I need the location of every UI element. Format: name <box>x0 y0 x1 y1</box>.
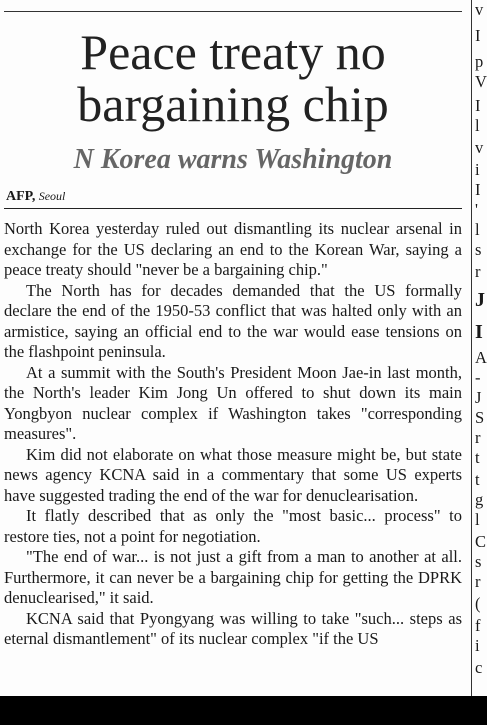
adjacent-column-letter: ' <box>475 200 478 219</box>
article-paragraph: Kim did not elaborate on what those measure might be, but state news agency KCNA said in a commentary that some US experts have suggested trading the end of the war for denuclearisation. <box>4 444 462 505</box>
byline-rule <box>4 208 462 209</box>
adjacent-column-letter: t <box>475 470 480 489</box>
adjacent-column-letter: l <box>475 220 480 239</box>
adjacent-column-letter: V <box>475 72 487 91</box>
adjacent-column-letter: v <box>475 0 484 19</box>
adjacent-column-letter: - <box>475 368 481 387</box>
adjacent-column-letter: t <box>475 448 480 467</box>
adjacent-column-letter: J <box>475 388 482 407</box>
adjacent-column-letter: f <box>475 616 481 635</box>
adjacent-column-letter: C <box>475 532 487 551</box>
byline-agency: AFP, <box>6 189 36 204</box>
adjacent-column-letter: l <box>475 510 480 529</box>
bottom-edge-band <box>0 696 487 725</box>
article-paragraph: "The end of war... is not just a gift from a man to another at all. Furthermore, it can never be a bargaining chip for getting the DPRK denuclearised," it said. <box>4 547 462 607</box>
adjacent-column-letter: S <box>475 408 485 427</box>
adjacent-column-letter: I <box>475 321 483 343</box>
adjacent-column-letter: A <box>475 348 487 367</box>
adjacent-column-letter: i <box>475 636 480 655</box>
adjacent-column-letter: r <box>475 572 481 591</box>
adjacent-column-strip <box>473 0 487 725</box>
adjacent-column-letter: r <box>475 262 481 281</box>
adjacent-column-letter: c <box>475 658 483 677</box>
adjacent-column-letter: J <box>475 289 485 311</box>
adjacent-column-letter: ( <box>475 594 481 613</box>
subheadline: N Korea warns Washington <box>73 144 393 175</box>
article-paragraph: KCNA said that Pyongyang was willing to take "such... steps as eternal dismantlement" of its nuclear complex "if the US <box>4 608 462 648</box>
headline: Peace treaty no bargaining chip <box>77 24 389 132</box>
adjacent-column-letter: i <box>475 160 480 179</box>
article-paragraph: North Korea yesterday ruled out dismantling its nuclear arsenal in exchange for the US declaring an end to the Korean War, saying a peace treaty should "never be a bargaining chip." <box>4 219 462 279</box>
adjacent-column-letter: I <box>475 26 481 45</box>
column-divider <box>471 0 472 725</box>
article-body <box>4 219 462 650</box>
article-paragraph: At a summit with the South's President Moon Jae-in last month, the North's leader Kim Jong Un offered to shut down its main Yongbyon nuclear complex if Washington takes "corresponding measures". <box>4 362 462 443</box>
adjacent-column-letter: l <box>475 116 480 135</box>
article-paragraph: The North has for decades demanded that the US formally declare the end of the 1950-53 conflict that was halted only with an armistice, saying an official end to the war would ease tensions on the flashpoint peninsula. <box>4 280 462 361</box>
adjacent-column-letter: I <box>475 180 481 199</box>
adjacent-column-letter: I <box>475 96 481 115</box>
byline <box>6 188 65 205</box>
top-rule <box>4 11 462 12</box>
adjacent-column-letter: r <box>475 428 481 447</box>
article-paragraph: It flatly described that as only the "most basic... process" to restore ties, not a point for negotiation. <box>4 506 462 546</box>
adjacent-column-letter: g <box>475 490 484 509</box>
adjacent-column-letter: s <box>475 552 482 571</box>
byline-place: Seoul <box>38 189 66 203</box>
adjacent-column-letter: s <box>475 240 482 259</box>
adjacent-column-letter: v <box>475 138 484 157</box>
adjacent-column-letter: p <box>475 52 484 71</box>
